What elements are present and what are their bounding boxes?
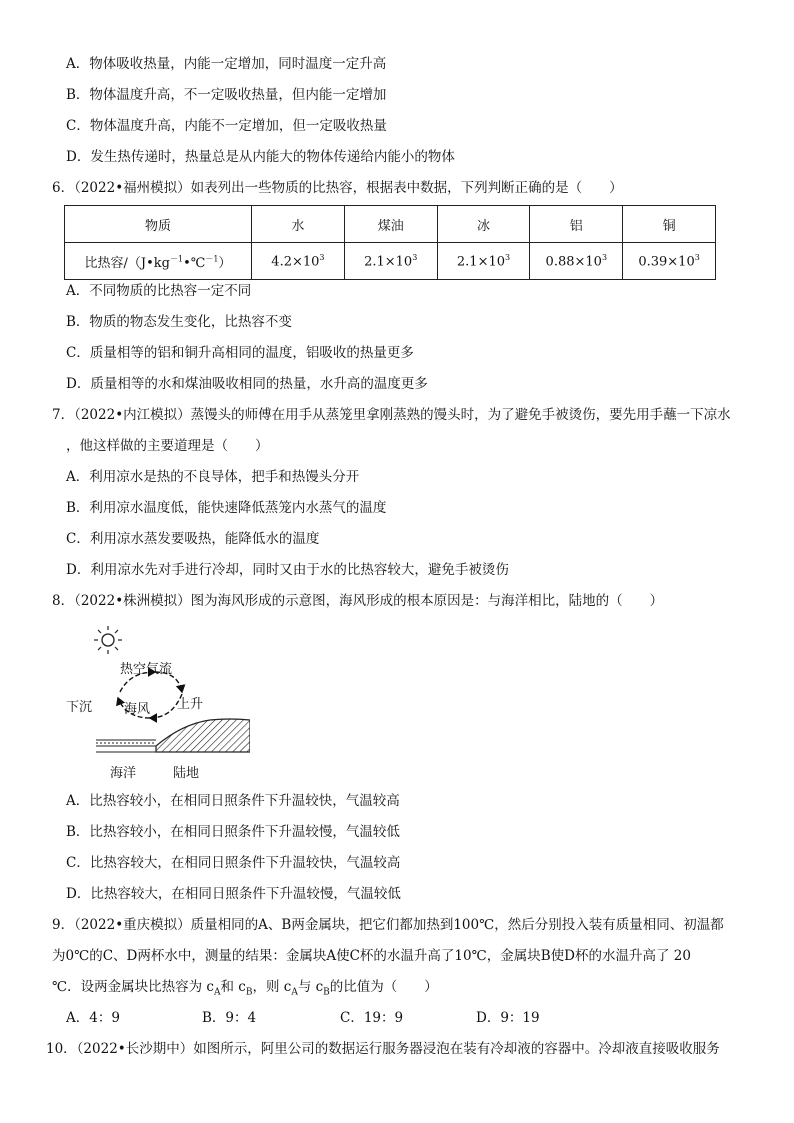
q8-option-d: D．比热容较大，在相同日照条件下升温较慢，气温较低 — [66, 886, 401, 902]
label-sea-breeze: 海风 — [124, 702, 151, 717]
specific-heat-table — [64, 205, 716, 280]
q8-stem: 8．（2022•株洲模拟）图为海风形成的示意图，海风形成的根本原因是：与海洋相比，陆地的（ ） — [52, 593, 664, 609]
label-land: 陆地 — [173, 766, 200, 781]
q7-stem-line2: ，他这样做的主要道理是（ ） — [66, 438, 269, 454]
table-value-ice: $2.1\times 10^3$ — [437, 243, 530, 280]
label-rise: 上升 — [177, 697, 204, 712]
q6-option-a: A．不同物质的比热容一定不同 — [66, 283, 252, 299]
q7-option-d: D．利用凉水先对手进行冷却，同时又由于水的比热容较大，避免手被烫伤 — [66, 562, 509, 578]
q8-option-b: B．比热容较小，在相同日照条件下升温较慢，气温较低 — [66, 824, 400, 840]
sea-breeze-diagram — [60, 620, 250, 782]
table-value-water: $4.2\times 10^3$ — [252, 243, 345, 280]
table-value-row — [65, 243, 716, 280]
q10-stem: 10．（2022•长沙期中）如图所示，阿里公司的数据运行服务器浸泡在装有冷却液的容器中。冷却液直接吸收服务 — [46, 1041, 720, 1057]
table-substance-copper: 铜 — [623, 206, 716, 243]
table-value-kerosene: $2.1\times 10^3$ — [344, 243, 437, 280]
q5-option-b: B．物体温度升高，不一定吸收热量，但内能一定增加 — [66, 87, 387, 103]
q7-option-a: A．利用凉水是热的不良导体，把手和热馒头分开 — [66, 469, 360, 485]
q8-option-c: C．比热容较大，在相同日照条件下升温较快，气温较高 — [66, 855, 401, 871]
label-hot-air: 热空气流 — [120, 662, 173, 677]
q6-option-c: C．质量相等的铝和铜升高相同的温度，铝吸收的热量更多 — [66, 345, 414, 361]
ocean-surface — [96, 740, 156, 746]
q9-option-a: A．4：9 — [66, 1010, 120, 1026]
q6-option-b: B．物质的物态发生变化，比热容不变 — [66, 314, 292, 330]
land-hill — [156, 719, 250, 752]
q7-option-b: B．利用凉水温度低，能快速降低蒸笼内水蒸气的温度 — [66, 500, 387, 516]
q5-option-c: C．物体温度升高，内能不一定增加，但一定吸收热量 — [66, 118, 387, 134]
label-ocean: 海洋 — [110, 766, 137, 781]
q6-stem: 6．（2022•福州模拟）如表列出一些物质的比热容，根据表中数据，下列判断正确的是（ ） — [52, 180, 623, 196]
table-substance-kerosene: 煤油 — [344, 206, 437, 243]
q6-option-d: D．质量相等的水和煤油吸收相同的热量，水升高的温度更多 — [66, 376, 428, 392]
label-sink: 下沉 — [66, 700, 93, 715]
table-row-label: 比热容$/(J•kg^{-1}•℃^{-1})$ — [65, 243, 252, 280]
sun-icon — [94, 626, 122, 654]
table-substance-ice: 冰 — [437, 206, 530, 243]
q7-stem-line1: 7．（2022•内江模拟）蒸馒头的师傅在用手从蒸笼里拿刚蒸熟的馒头时，为了避免手被烫伤，要先用手蘸一下凉水 — [52, 407, 731, 423]
q7-option-c: C．利用凉水蒸发要吸热，能降低水的温度 — [66, 531, 320, 547]
q5-option-a: A．物体吸收热量，内能一定增加，同时温度一定升高 — [66, 56, 387, 72]
q5-option-d: D．发生热传递时，热量总是从内能大的物体传递给内能小的物体 — [66, 149, 455, 165]
table-value-aluminum: $0.88\times 10^3$ — [530, 243, 623, 280]
q9-option-d: D．9：19 — [476, 1010, 540, 1026]
q9-line2: 为0℃的C、D两杯水中，测量的结果：金属块A使C杯的水温升高了10℃，金属块B使D杯的水温升高了 20 — [52, 948, 691, 964]
q9-line1: 9．（2022•重庆模拟）质量相同的A、B两金属块，把它们都加热到100℃，然后分别投入装有质量相同、初温都 — [52, 917, 724, 933]
table-header-row — [65, 206, 716, 243]
q8-option-a: A．比热容较小，在相同日照条件下升温较快，气温较高 — [66, 793, 400, 809]
table-substance-water: 水 — [252, 206, 345, 243]
q9-option-c: C．19：9 — [340, 1010, 404, 1026]
table-value-copper: $0.39\times 10^3$ — [623, 243, 716, 280]
q9-line3: ℃．设两金属块比热容为 $c_A$和 $c_B$，则 $c_A$与 $c_B$的比值为（ ） — [52, 979, 438, 998]
table-header-label: 物质 — [65, 206, 252, 243]
q9-option-b: B．9：4 — [202, 1010, 257, 1026]
table-substance-aluminum: 铝 — [530, 206, 623, 243]
